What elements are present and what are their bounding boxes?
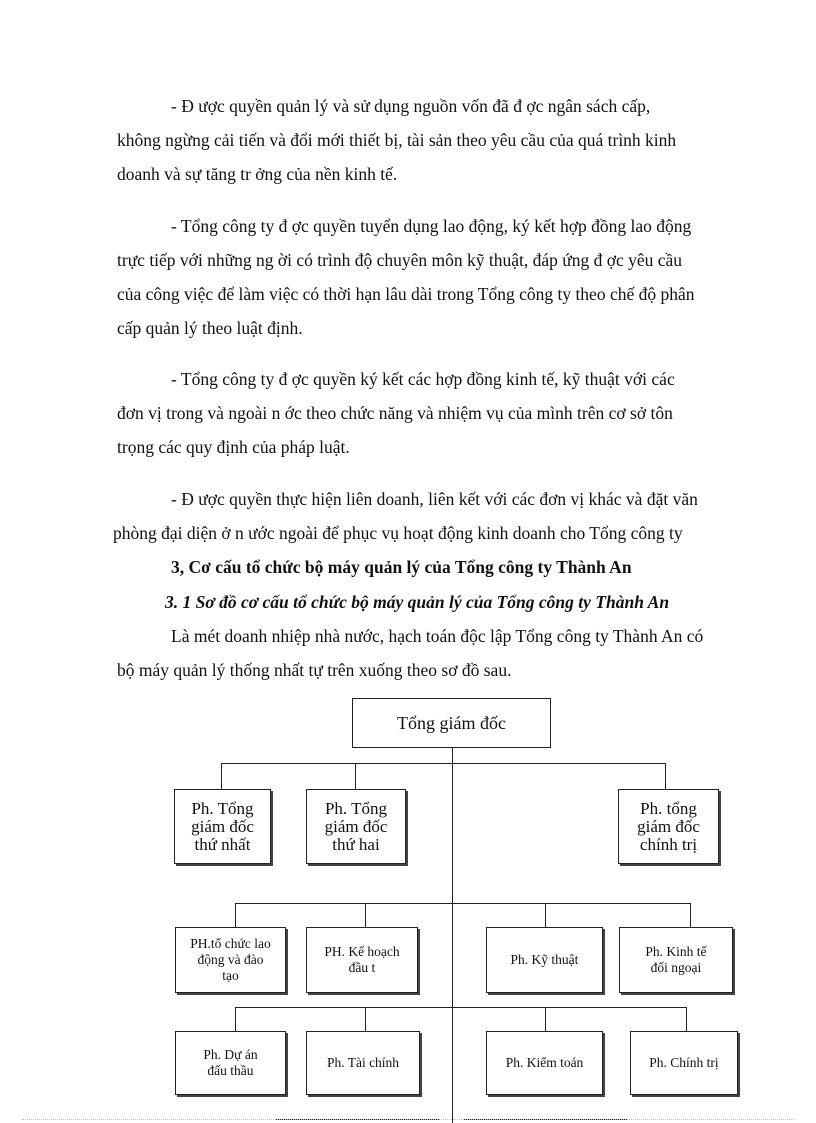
connector-row1-1 <box>235 903 236 927</box>
paragraph-2 <box>117 209 750 345</box>
org-box-dept-economic-foreign-line-2: đối ngoại <box>650 960 702 975</box>
org-box-deputy-1-line-1: Ph. Tổng <box>191 798 254 818</box>
paragraph-1-line-3: doanh và sự tăng tr ởng của nền kinh tế. <box>117 164 398 184</box>
page-bottom-rule <box>22 1119 794 1120</box>
org-box-dept-labor-training-line-3: tạo <box>222 968 239 983</box>
paragraph-2-line-3: của công việc để làm việc có thời hạn lâu dài trong Tổng công ty theo chế độ phân <box>117 284 695 304</box>
org-box-deputy-1-line-3: thứ nhất <box>194 834 251 854</box>
org-box-dept-planning-investment-line-1: PH. Kế hoạch <box>324 944 400 959</box>
org-box-general-director-label: Tổng giám đốc <box>397 712 506 733</box>
org-box-deputy-3-line-2: giám đốc <box>637 816 700 836</box>
org-box-dept-planning-investment-line-2: đầu t <box>348 960 376 975</box>
connector-row1-4 <box>690 903 691 927</box>
intro-line-1: Là mét doanh nhiệp nhà nước, hạch toán độc lập Tổng công ty Thành An có <box>171 626 704 646</box>
paragraph-3 <box>117 362 750 464</box>
org-box-dept-economic-foreign-line-1: Ph. Kinh tế <box>645 944 707 959</box>
org-box-dept-projects-bidding <box>175 1031 286 1095</box>
paragraph-4-line-1: - Đ ược quyền thực hiện liên doanh, liên kết với các đơn vị khác và đặt văn <box>171 489 698 509</box>
paragraph-1 <box>117 89 750 191</box>
connector-deputies-bar <box>221 763 666 764</box>
org-box-dept-audit-line-1: Ph. Kiểm toán <box>505 1055 584 1070</box>
org-box-dept-labor-training-line-1: PH.tổ chức lao <box>190 936 271 951</box>
org-box-dept-projects-bidding-line-2: đấu thầu <box>207 1063 254 1078</box>
connector-row2-1 <box>235 1007 236 1031</box>
org-box-dept-political <box>630 1031 738 1095</box>
connector-row2-3 <box>545 1007 546 1031</box>
org-box-deputy-1-line-2: giám đốc <box>191 816 254 836</box>
org-box-dept-technical-line-1: Ph. Kỹ thuật <box>510 952 579 967</box>
subsection-heading: 3. 1 Sơ đồ cơ cấu tổ chức bộ máy quản lý của Tổng công ty Thành An <box>165 592 670 612</box>
org-box-deputy-2-line-3: thứ hai <box>332 834 380 854</box>
org-box-dept-technical <box>486 927 603 993</box>
intro-line-2: bộ máy quản lý thống nhất tự trên xuống theo sơ đồ sau. <box>117 660 512 680</box>
connector-row2-2 <box>365 1007 366 1031</box>
org-box-dept-labor-training <box>175 927 286 993</box>
org-box-deputy-2 <box>306 789 406 864</box>
paragraph-4-line-2: phòng đại diện ở n ước ngoài để phục vụ hoạt động kinh doanh cho Tổng công ty <box>113 523 683 543</box>
org-box-dept-political-line-1: Ph. Chính trị <box>649 1055 719 1070</box>
connector-row1-2 <box>365 903 366 927</box>
org-box-deputy-2-line-2: giám đốc <box>324 816 388 836</box>
paragraph-3-line-2: đơn vị trong và ngoài n ớc theo chức năng và nhiệm vụ của mình trên cơ sở tôn <box>117 403 673 423</box>
connector-deputy-1 <box>221 763 222 789</box>
connector-row2-bar <box>235 1007 687 1008</box>
org-box-dept-audit <box>486 1031 603 1095</box>
org-box-dept-economic-foreign <box>619 927 733 993</box>
paragraph-3-line-3: trọng các quy định của pháp luật. <box>117 437 350 457</box>
org-box-dept-finance <box>306 1031 420 1095</box>
org-box-deputy-3-line-1: Ph. tổng <box>640 798 697 818</box>
org-box-general-director <box>352 698 551 748</box>
connector-deputy-2 <box>355 763 356 789</box>
org-box-deputy-1 <box>174 789 271 864</box>
paragraph-1-line-2: không ngừng cải tiến và đổi mới thiết bị, tài sản theo yêu cầu của quá trình kinh <box>117 130 677 150</box>
intro-paragraph <box>117 619 750 687</box>
paragraph-2-line-1: - Tổng công ty đ ợc quyền tuyển dụng lao động, ký kết hợp đồng lao động <box>171 216 692 236</box>
paragraph-1-line-1: - Đ ược quyền quản lý và sử dụng nguồn vốn đã đ ợc ngân sách cấp, <box>171 96 651 116</box>
org-box-dept-labor-training-line-2: động và đào <box>197 952 264 967</box>
connector-trunk <box>452 748 453 1123</box>
org-box-deputy-3-line-3: chính trị <box>639 834 698 854</box>
org-box-dept-finance-line-1: Ph. Tài chính <box>326 1055 400 1070</box>
paragraph-2-line-4: cấp quản lý theo luật định. <box>117 318 303 338</box>
paragraph-3-line-1: - Tổng công ty đ ợc quyền ký kết các hợp đồng kinh tế, kỹ thuật với các <box>171 369 675 389</box>
org-box-deputy-3 <box>618 789 719 864</box>
org-box-deputy-2-line-1: Ph. Tổng <box>324 798 388 818</box>
connector-row2-4 <box>686 1007 687 1031</box>
org-box-dept-planning-investment <box>306 927 418 993</box>
connector-row1-bar <box>235 903 691 904</box>
section-heading: 3, Cơ cấu tổ chức bộ máy quản lý của Tổng công ty Thành An <box>171 557 632 577</box>
connector-row1-3 <box>545 903 546 927</box>
org-box-dept-projects-bidding-line-1: Ph. Dự án <box>203 1047 258 1062</box>
paragraph-4 <box>113 482 753 550</box>
connector-deputy-3 <box>665 763 666 789</box>
paragraph-2-line-2: trực tiếp với những ng ời có trình độ chuyên môn kỹ thuật, đáp ứng đ ợc yêu cầu <box>117 250 683 270</box>
